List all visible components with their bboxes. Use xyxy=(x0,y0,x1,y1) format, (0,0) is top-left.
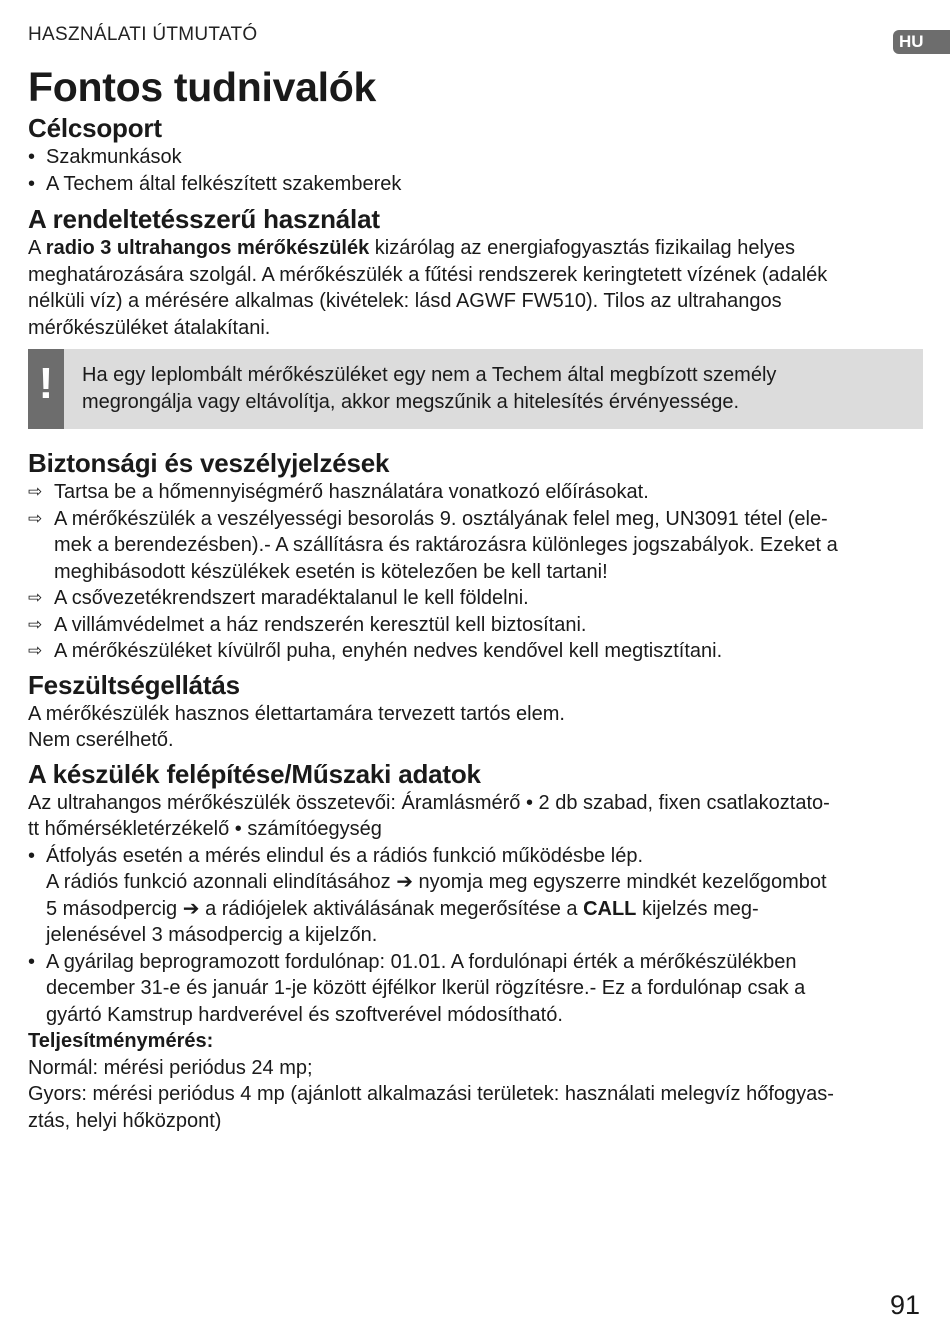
list-item: ⇨ Tartsa be a hőmennyiségmérő használatára vonatkozó előírásokat. xyxy=(28,479,923,506)
power-text: A mérőkészülék hasznos élettartamára tervezett tartós elem. Nem cserélhető. xyxy=(28,702,565,751)
list-item: ⇨ A villámvédelmet a ház rendszerén keresztül kell biztosítani. xyxy=(28,612,923,639)
list-item: ⇨ A csővezetékrendszert maradéktalanul le kell földelni. xyxy=(28,585,923,612)
warning-icon: ! xyxy=(28,349,64,429)
list-item: ⇨ A mérőkészülék a veszélyességi besorolás 9. osztályának felel meg, UN3091 tétel (ele- mek a berendezésben).- A szállításra és raktározásra különleges jogszabályok. Ezeket a meghibásodott készülékek esetén is kötelezően be kell tartani! xyxy=(28,507,838,583)
list-item: • A Techem által felkészített szakemberek xyxy=(28,171,923,198)
normal-mode: Normál: mérési periódus 24 mp; xyxy=(28,1056,313,1079)
list-item: • A gyárilag beprogramozott fordulónap: 01.01. A fordulónapi érték a mérőkészülékben december 31-e és január 1-je között éjfélkor lkerül rögzítésre.- Ez a fordulónap csak a gyártó Kamstrup hardverével és szoftverével módosítható. xyxy=(28,949,923,1029)
call-label: CALL xyxy=(583,897,637,920)
performance-label: Teljesítménymérés: xyxy=(28,1030,214,1052)
safety-heading: Biztonsági és veszélyjelzések xyxy=(28,448,390,478)
arrow-icon: ➔ xyxy=(396,871,413,893)
list-item: ⇨ A mérőkészüléket kívülről puha, enyhén nedves kendővel kell megtisztítani. xyxy=(28,638,923,665)
content xyxy=(28,112,923,1134)
tech-heading: A készülék felépítése/Műszaki adatok xyxy=(28,758,481,789)
warning-text: Ha egy leplombált mérőkészüléket egy nem a Techem által megbízott személy megrongálja vagy eltávolítja, akkor megszűnik a hitelesítés érvényessége. xyxy=(82,364,777,413)
running-header: HASZNÁLATI ÚTMUTATÓ xyxy=(28,24,258,45)
page-title: Fontos tudnivalók xyxy=(28,64,376,110)
list-item: • Átfolyás esetén a mérés elindul és a rádiós funkció működésbe lép. A rádiós funkció azonnali elindításához ➔ nyomja meg egyszerre mindkét kezelőgombot 5 másodpercig ➔ a rádiójelek aktiválásának megerősítése a CALL kijelzés meg- jelenésével 3 másodpercig a kijelzőn. xyxy=(28,843,923,949)
list-item: • Szakmunkások xyxy=(28,144,923,171)
intended-use-text: A radio 3 ultrahangos mérőkészülék kizárólag az energiafogyasztás fizikailag helyes meghatározására szolgál. A mérőkészülék a fűtési rendszerek keringtetett vízének (adalék nélküli víz) a mérésére alkalmas (kivételek: lásd AGWF FW510). Tilos az ultrahangos mérőkészüléket átalakítani. xyxy=(28,237,828,339)
power-heading: Feszültségellátás xyxy=(28,669,240,700)
page-number: 91 xyxy=(890,1290,921,1320)
arrow-icon: ⇨ xyxy=(28,588,43,607)
target-list xyxy=(28,144,923,197)
arrow-icon: ⇨ xyxy=(28,614,43,634)
language-tab: HU xyxy=(893,30,950,54)
safety-list xyxy=(28,479,923,665)
warning-box xyxy=(28,349,923,429)
arrow-icon: ⇨ xyxy=(28,508,43,528)
arrow-icon: ⇨ xyxy=(28,641,43,660)
intended-use-heading: A rendeltetésszerű használat xyxy=(28,204,380,234)
tech-list xyxy=(28,843,923,1029)
arrow-icon: ➔ xyxy=(182,897,200,920)
tech-intro: Az ultrahangos mérőkészülék összetevői: Áramlásmérő • 2 db szabad, fixen csatlakoztato- tt hőmérsékletérzékelő • számítóegység xyxy=(28,791,830,840)
arrow-icon: ⇨ xyxy=(28,482,43,501)
target-heading: Célcsoport xyxy=(28,113,162,143)
product-name: radio 3 ultrahangos mérőkészülék xyxy=(45,237,370,259)
performance-section: Teljesítménymérés: Normál: mérési periódus 24 mp; Gyors: mérési periódus 4 mp (ajánlott alkalmazási területek: használati melegvíz hőfogyas- ztás, helyi hőközpont) xyxy=(28,1030,834,1132)
fast-mode: Gyors: mérési periódus 4 mp (ajánlott alkalmazási területek: használati melegvíz hőfogyas- xyxy=(28,1083,834,1105)
